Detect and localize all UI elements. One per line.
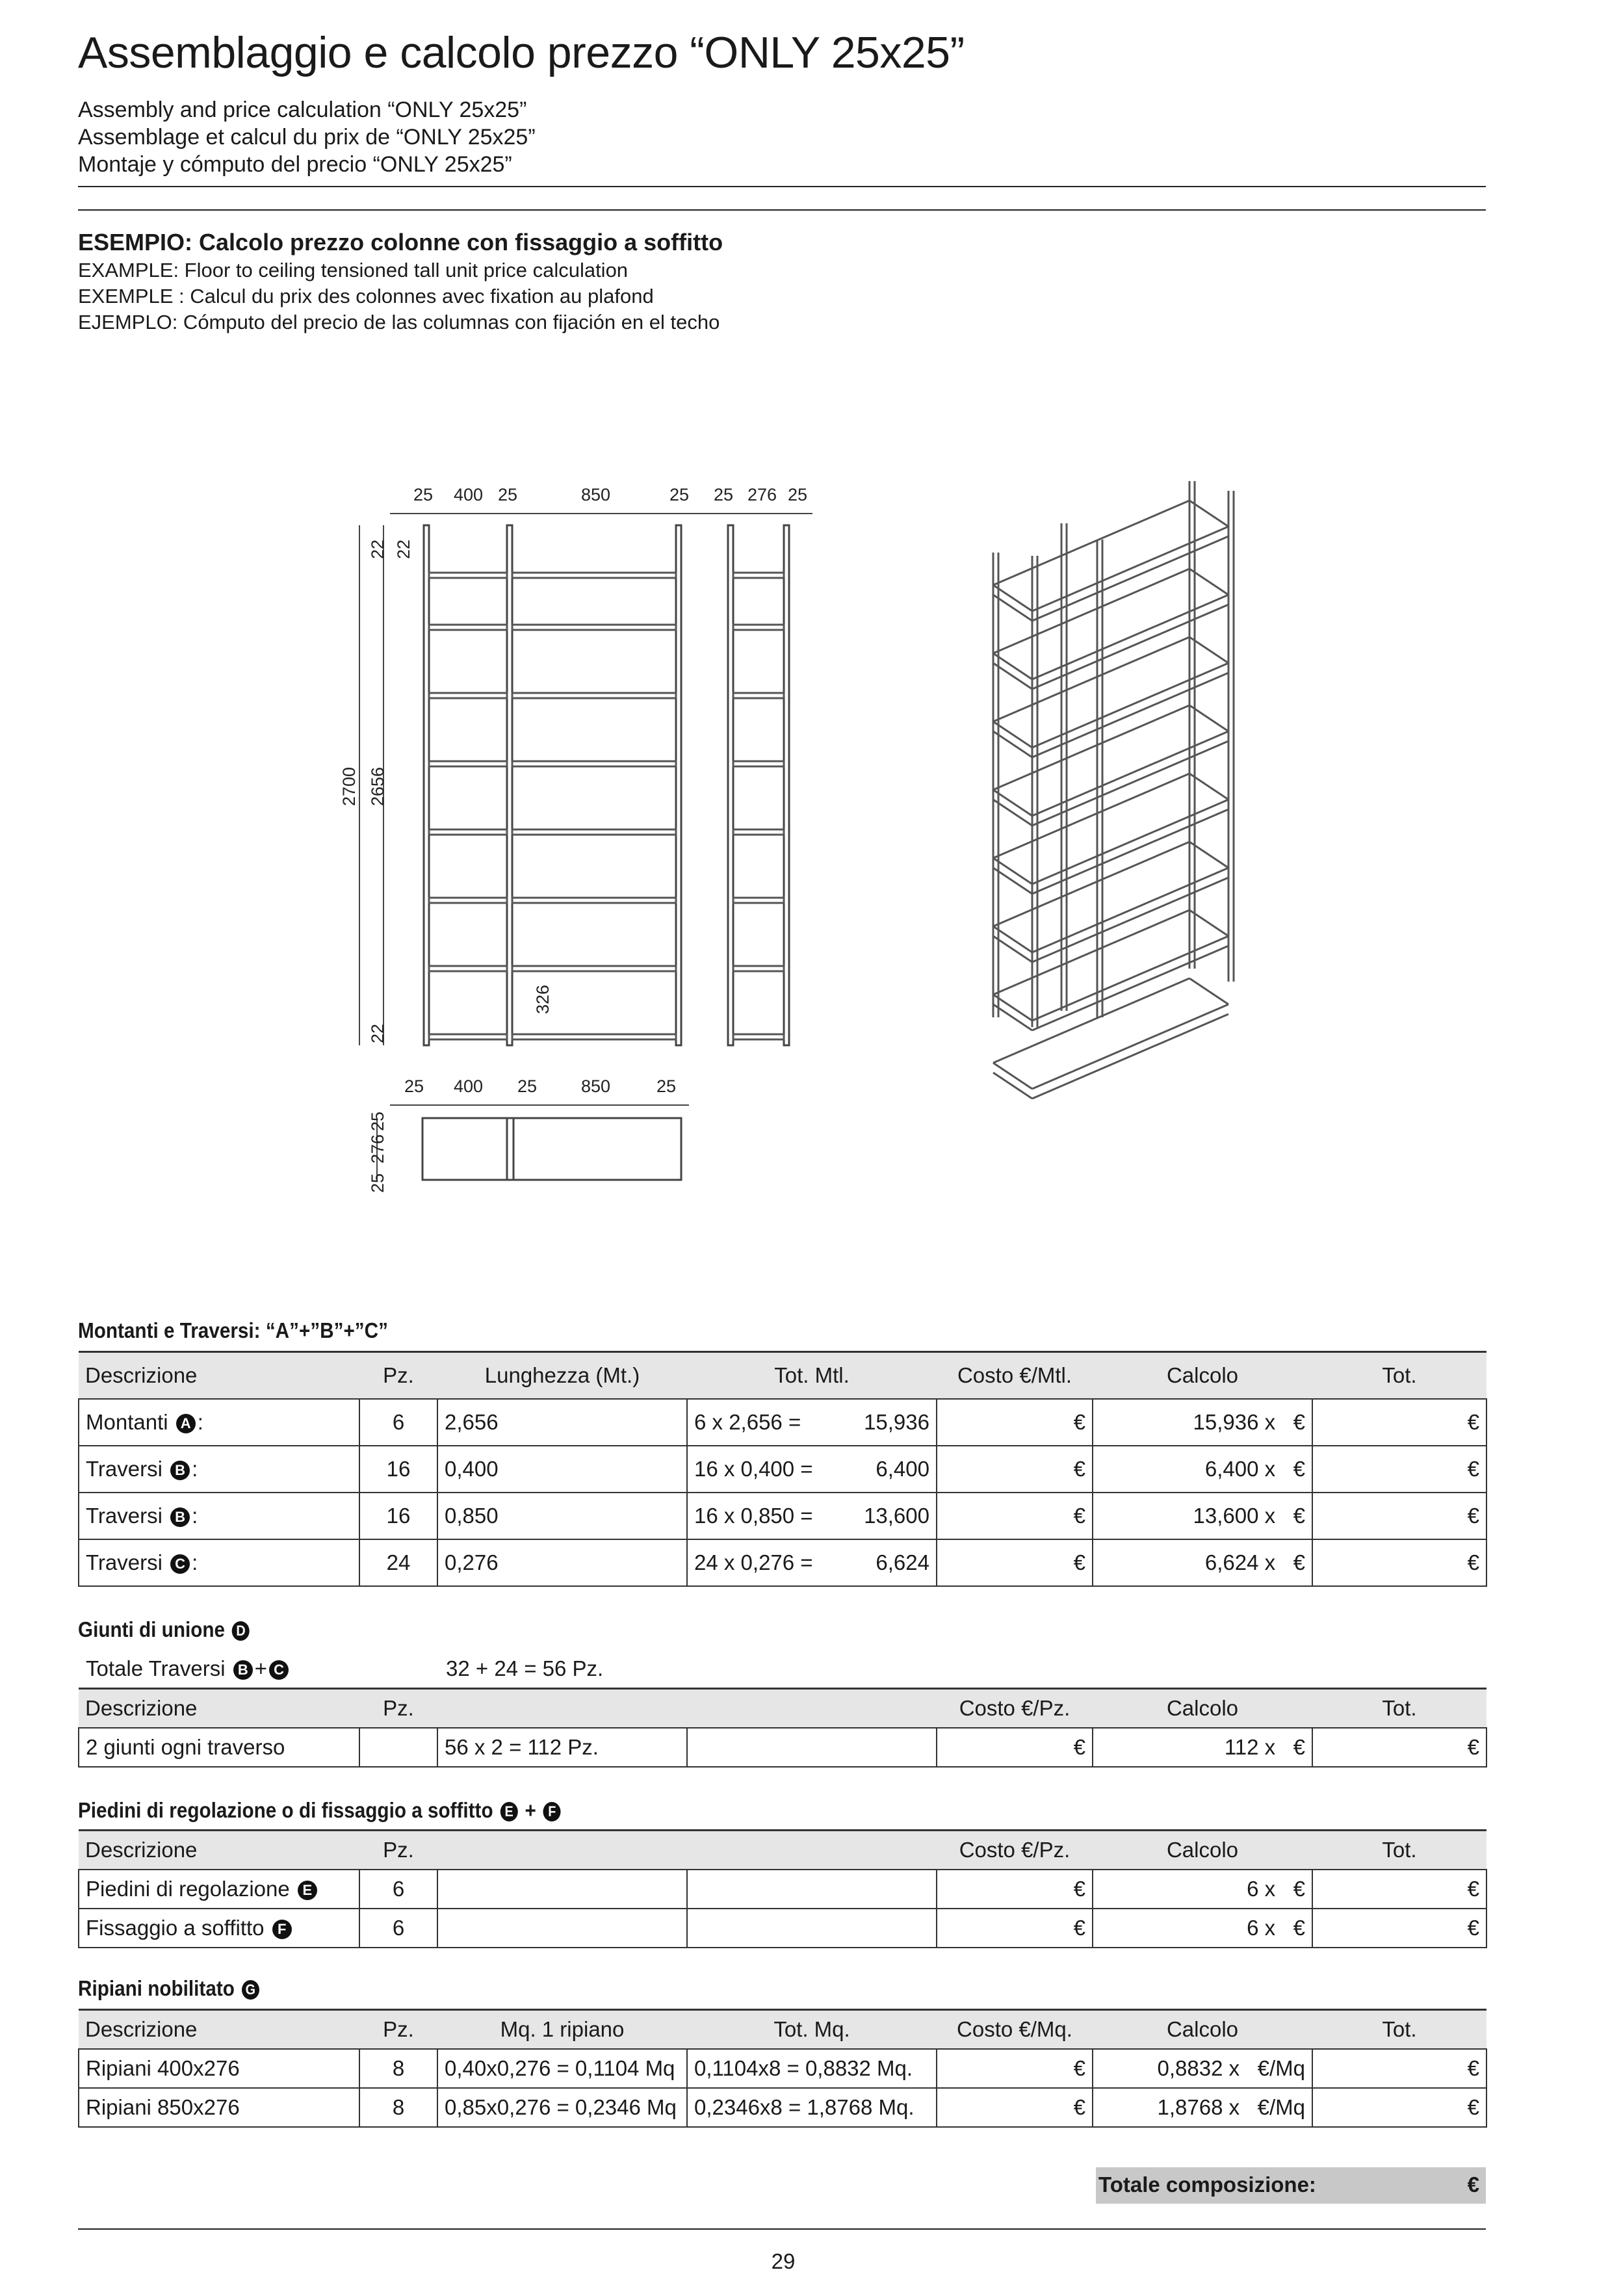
row-pz: 8 — [359, 2088, 437, 2127]
col-header: Tot. Mq. — [687, 2010, 937, 2049]
section3-heading: Piedini di regolazione o di fissaggio a soffitto E + F — [78, 1798, 563, 1823]
row-calc: 1,8768 x — [1157, 2094, 1240, 2119]
row-len: 0,400 — [437, 1446, 687, 1493]
row-desc: Traversi — [86, 1456, 162, 1481]
table-row — [79, 1728, 1487, 1767]
badge-icon: G — [242, 1980, 259, 2000]
perspective-line — [993, 501, 1189, 585]
shelf — [512, 761, 676, 766]
row-cost: € — [937, 2049, 1093, 2088]
perspective-line — [993, 774, 1189, 858]
col-header: Descrizione — [79, 1352, 359, 1399]
perspective-line — [993, 569, 1189, 653]
table-row: Traversi B : 16 0,850 16 x 0,850 = 13,600 € 13,600 x € € — [79, 1493, 1487, 1539]
dim-top-4: 25 — [669, 485, 690, 504]
shelf — [733, 761, 784, 766]
row-mq: 0,85x0,276 = 0,2346 Mq — [437, 2088, 687, 2127]
row-col3: 56 x 2 = 112 Pz. — [437, 1728, 687, 1767]
shelf — [429, 829, 507, 835]
col-header: Mq. 1 ripiano — [437, 2010, 687, 2049]
dim-side-0: 25 — [714, 485, 734, 504]
plan-dim-4: 25 — [656, 1076, 677, 1096]
dim-side-2: 25 — [788, 485, 808, 504]
row-mq: 0,40x0,276 = 0,1104 Mq — [437, 2049, 687, 2088]
col-header: Calcolo — [1093, 1831, 1312, 1870]
row-desc: Traversi — [86, 1503, 162, 1528]
perspective-line — [1189, 978, 1228, 1004]
shelf — [733, 573, 784, 578]
perspective-line — [993, 637, 1189, 722]
col-header: Tot. — [1312, 1831, 1487, 1870]
row-desc: Traversi — [86, 1550, 162, 1574]
row-cost: € — [937, 1399, 1093, 1446]
row-calc: 13,600 x — [1193, 1503, 1276, 1528]
badge-icon: E — [298, 1881, 317, 1900]
example-es: EJEMPLO: Cómputo del precio de las columnas con fijación en el techo — [78, 311, 720, 333]
row-calc-unit: €/Mq — [1257, 2055, 1305, 2080]
row-calc-unit: € — [1293, 1550, 1305, 1574]
perspective-view — [993, 481, 1234, 1099]
row-len: 0,276 — [437, 1539, 687, 1586]
dim-height-inner: 2656 — [368, 766, 387, 806]
row-tot: € — [1312, 2049, 1487, 2088]
badge-icon: A — [176, 1414, 196, 1433]
table-header-row — [79, 1831, 1487, 1870]
row-tot-b: 6,400 — [876, 1456, 929, 1481]
shelf — [429, 761, 507, 766]
dim-height-total: 2700 — [339, 766, 359, 806]
row-tot-a: 6 x 2,656 = — [694, 1409, 801, 1434]
section3-heading-text: Piedini di regolazione o di fissaggio a soffitto — [78, 1798, 493, 1822]
col-header: Descrizione — [79, 1689, 359, 1728]
row-calc: 6,400 x — [1204, 1456, 1276, 1481]
table-row — [79, 2049, 1487, 2088]
dim-top-0: 25 — [413, 485, 434, 504]
shelf — [512, 966, 676, 971]
section1-heading: Montanti e Traversi: “A”+”B”+”C” — [78, 1318, 388, 1342]
technical-drawing — [0, 455, 1623, 1209]
row-calc-unit: € — [1293, 1409, 1305, 1434]
row-desc: 2 giunti ogni traverso — [79, 1728, 359, 1767]
col-header: Tot. — [1312, 1352, 1487, 1399]
row-calc: 15,936 x — [1193, 1409, 1276, 1434]
row-desc: Fissaggio a soffitto — [86, 1915, 265, 1940]
col-header: Tot. — [1312, 2010, 1487, 2049]
dim-side-1: 276 — [747, 485, 777, 504]
table-header-row — [79, 2010, 1487, 2049]
plan-dim-1: 400 — [454, 1076, 484, 1096]
header-rule-2 — [78, 209, 1486, 211]
row-pz: 6 — [359, 1909, 437, 1948]
col-header — [687, 1831, 937, 1870]
subtitle-en: Assembly and price calculation “ONLY 25x25” — [78, 98, 527, 122]
total-composition-label: Totale composizione: — [1098, 2172, 1316, 2197]
row-tot-b: 15,936 — [864, 1409, 929, 1434]
shelf — [733, 693, 784, 698]
row-len: 2,656 — [437, 1399, 687, 1446]
row-cost: € — [937, 1539, 1093, 1586]
row-calc: 0,8832 x — [1157, 2055, 1240, 2080]
badge-icon: F — [543, 1802, 561, 1821]
col-header: Tot. — [1312, 1689, 1487, 1728]
row-tot: € — [1312, 1728, 1487, 1767]
section4-heading — [78, 1976, 261, 2001]
plan-side-0: 25 — [368, 1111, 387, 1131]
badge-icon: B — [233, 1660, 253, 1680]
example-en: EXAMPLE: Floor to ceiling tensioned tall unit price calculation — [78, 259, 629, 281]
perspective-line — [993, 842, 1189, 926]
shelf — [429, 573, 507, 578]
row-tot-mq: 0,2346x8 = 1,8768 Mq. — [687, 2088, 937, 2127]
row-tot-a: 16 x 0,400 = — [694, 1456, 813, 1481]
badge-icon: B — [170, 1461, 190, 1480]
shelf — [512, 898, 676, 903]
row-cost: € — [937, 1493, 1093, 1539]
example-heading: ESEMPIO: Calcolo prezzo colonne con fissaggio a soffitto — [78, 229, 723, 255]
row-tot: € — [1312, 1493, 1487, 1539]
row-calc-unit: € — [1293, 1503, 1305, 1528]
total-traversi-value: 32 + 24 = 56 Pz. — [446, 1656, 604, 1680]
dim-top-3: 850 — [581, 485, 611, 504]
dim-shelf-gap: 326 — [533, 984, 552, 1014]
shelf — [512, 693, 676, 698]
total-traversi-label: Totale Traversi B + C — [86, 1656, 291, 1681]
section1-table — [78, 1351, 1487, 1587]
row-tot: € — [1312, 1539, 1487, 1586]
shelf — [733, 1034, 784, 1039]
badge-icon: F — [272, 1920, 292, 1939]
row-calc: 6 x — [1247, 1876, 1276, 1901]
shelf — [733, 829, 784, 835]
plan-dim-3: 850 — [581, 1076, 611, 1096]
row-tot: € — [1312, 1870, 1487, 1909]
col-header — [437, 1689, 687, 1728]
perspective-line — [993, 910, 1189, 995]
row-tot-a: 24 x 0,276 = — [694, 1550, 813, 1574]
row-pz — [359, 1728, 437, 1767]
total-traversi-text: Totale Traversi — [86, 1656, 226, 1680]
section3-table — [78, 1829, 1487, 1948]
dim-bottom-gap: 22 — [368, 1023, 387, 1043]
row-len: 0,850 — [437, 1493, 687, 1539]
section2-table — [78, 1688, 1487, 1768]
table-row — [79, 1909, 1487, 1948]
row-tot-mq: 0,1104x8 = 0,8832 Mq. — [687, 2049, 937, 2088]
shelf — [429, 966, 507, 971]
row-desc: Montanti — [86, 1409, 168, 1434]
row-pz: 16 — [359, 1493, 437, 1539]
col-header: Costo €/Mtl. — [937, 1352, 1093, 1399]
plan-side-1: 276 — [368, 1134, 387, 1164]
perspective-line — [993, 705, 1189, 790]
row-pz: 16 — [359, 1446, 437, 1493]
col-header — [437, 1831, 687, 1870]
col-header: Pz. — [359, 1352, 437, 1399]
shelf — [733, 966, 784, 971]
col-header: Descrizione — [79, 2010, 359, 2049]
row-calc-unit: € — [1293, 1456, 1305, 1481]
shelf — [512, 573, 676, 578]
shelf — [512, 829, 676, 835]
perspective-line — [993, 978, 1189, 1063]
plan-side-2: 25 — [368, 1173, 387, 1193]
subtitle-fr: Assemblage et calcul du prix de “ONLY 25x25” — [78, 125, 536, 150]
row-calc: 112 x — [1224, 1734, 1276, 1759]
perspective-line — [1032, 1014, 1228, 1099]
table-row — [79, 2088, 1487, 2127]
row-calc-unit: € — [1293, 1876, 1305, 1901]
row-calc: 6,624 x — [1204, 1550, 1276, 1574]
shelf — [733, 898, 784, 903]
shelf — [512, 625, 676, 630]
plan-dim-2: 25 — [517, 1076, 538, 1096]
row-tot: € — [1312, 1446, 1487, 1493]
row-pz: 8 — [359, 2049, 437, 2088]
dim-top-gap: 22 — [368, 539, 387, 559]
col-header: Costo €/Pz. — [937, 1831, 1093, 1870]
shelf — [429, 1034, 507, 1039]
table-row — [79, 1870, 1487, 1909]
row-calc-unit: € — [1293, 1915, 1305, 1940]
row-pz: 6 — [359, 1399, 437, 1446]
table-header-row — [79, 1352, 1487, 1399]
section2-heading-text: Giunti di unione — [78, 1617, 226, 1641]
table-row: Traversi C : 24 0,276 24 x 0,276 = 6,624 € 6,624 x € € — [79, 1539, 1487, 1586]
col-header: Costo €/Mq. — [937, 2010, 1093, 2049]
shelf — [429, 625, 507, 630]
col-header: Pz. — [359, 1831, 437, 1870]
row-tot: € — [1312, 2088, 1487, 2127]
badge-icon: C — [269, 1660, 289, 1680]
shelf — [429, 693, 507, 698]
dim-top-1: 400 — [454, 485, 484, 504]
plan-dim-0: 25 — [404, 1076, 424, 1096]
section2-heading — [78, 1617, 252, 1642]
col-header: Lunghezza (Mt.) — [437, 1352, 687, 1399]
footer-rule — [78, 2228, 1486, 2230]
header-rule — [78, 186, 1486, 187]
dim-top-gap-2: 22 — [394, 539, 413, 559]
row-calc-unit: €/Mq — [1257, 2094, 1305, 2119]
col-header: Calcolo — [1093, 1689, 1312, 1728]
table-row: Montanti A : 6 2,656 6 x 2,656 = 15,936 € 15,936 x € € — [79, 1399, 1487, 1446]
col-header: Pz. — [359, 1689, 437, 1728]
shelf — [512, 1034, 676, 1039]
row-desc: Ripiani 400x276 — [79, 2049, 359, 2088]
col-header: Calcolo — [1093, 1352, 1312, 1399]
row-cost: € — [937, 1446, 1093, 1493]
col-header — [687, 1689, 937, 1728]
row-desc: Ripiani 850x276 — [79, 2088, 359, 2127]
row-cost: € — [937, 2088, 1093, 2127]
table-row: Traversi B : 16 0,400 16 x 0,400 = 6,400 € 6,400 x € € — [79, 1446, 1487, 1493]
row-cost: € — [937, 1728, 1093, 1767]
row-cost: € — [937, 1870, 1093, 1909]
col-header: Costo €/Pz. — [937, 1689, 1093, 1728]
row-desc: Piedini di regolazione — [86, 1876, 290, 1901]
page-number: 29 — [771, 2249, 796, 2273]
row-calc-unit: € — [1293, 1734, 1305, 1759]
badge-icon: C — [170, 1554, 190, 1574]
row-tot-a: 16 x 0,850 = — [694, 1503, 813, 1528]
row-cost: € — [937, 1909, 1093, 1948]
col-header: Descrizione — [79, 1831, 359, 1870]
shelf — [429, 898, 507, 903]
row-calc: 6 x — [1247, 1915, 1276, 1940]
section4-heading-text: Ripiani nobilitato — [78, 1976, 235, 2000]
row-pz: 6 — [359, 1870, 437, 1909]
row-tot-b: 6,624 — [876, 1550, 929, 1574]
dim-top-2: 25 — [498, 485, 518, 504]
badge-icon: E — [500, 1802, 518, 1821]
badge-icon: D — [232, 1621, 250, 1641]
total-composition-box — [1096, 2167, 1486, 2204]
section4-table — [78, 2009, 1487, 2128]
example-fr: EXEMPLE : Calcul du prix des colonnes avec fixation au plafond — [78, 285, 654, 307]
row-pz: 24 — [359, 1539, 437, 1586]
table-header-row — [79, 1689, 1487, 1728]
page-title: Assemblaggio e calcolo prezzo “ONLY 25x25” — [78, 28, 965, 77]
col-header: Pz. — [359, 2010, 437, 2049]
row-tot: € — [1312, 1909, 1487, 1948]
shelf — [733, 625, 784, 630]
row-tot: € — [1312, 1399, 1487, 1446]
badge-icon: B — [170, 1507, 190, 1527]
col-header: Calcolo — [1093, 2010, 1312, 2049]
row-tot-b: 13,600 — [864, 1503, 929, 1528]
total-composition-value: € — [1467, 2172, 1479, 2197]
subtitle-es: Montaje y cómputo del precio “ONLY 25x25” — [78, 152, 512, 177]
col-header: Tot. Mtl. — [687, 1352, 937, 1399]
